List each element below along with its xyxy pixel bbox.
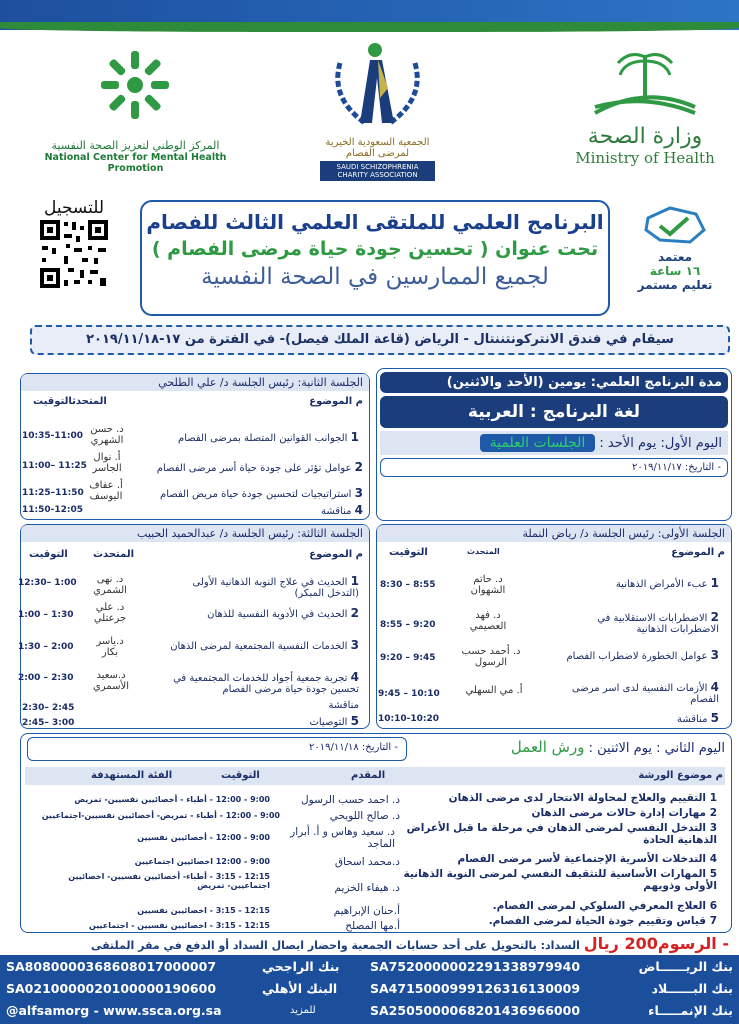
ws-presenter-7: أ.مها المصلح	[345, 920, 400, 932]
session1-time-5: 10:10-10:20	[378, 714, 440, 724]
session1-time-3: 9:20 – 9:45	[380, 653, 436, 663]
fees-row	[9, 934, 729, 953]
ws-col-topic: م موضوع الورشة	[638, 770, 723, 781]
ncmh-arabic: المركز الوطني لتعزيز الصحة النفسية	[51, 139, 220, 152]
session2-time-2: 11:00– 11:25	[22, 461, 87, 471]
program-info-panel	[376, 368, 732, 521]
day1-label: اليوم الأول: يوم الأحد :	[599, 436, 722, 451]
qr-code-icon[interactable]	[38, 218, 110, 290]
ws-presenter-3: د. سعيد وهاس و أ. أبرار الماجد	[290, 826, 395, 850]
ws-presenter-1: د. احمد حسب الرسول	[301, 794, 400, 806]
session3-panel	[20, 524, 370, 729]
day1-date: - التاريخ: ٢٠١٩/١١/١٧	[380, 458, 728, 477]
bank-4-iban[interactable]: SA0210000020100000190600	[6, 981, 217, 996]
ws-presenter-5: د. هيفاء الخزيم	[334, 882, 400, 894]
duration-value: يومين (الأحد والاثنين)	[446, 375, 587, 390]
language-value: العربية	[467, 402, 524, 422]
venue-banner: سيقام في فندق الانتركونتننتال - الرياض (قاعة الملك فيصل)- في الفترة من ١٧-٢٠١٩/١١/١٨	[30, 325, 730, 355]
session1-speaker-4: أ. مي السهلي	[465, 685, 523, 696]
day2-row	[511, 738, 725, 756]
title-line1: البرنامج العلمي للملتقى العلمي الثالث للفصام	[146, 210, 604, 234]
session3-time-4: 2:00 – 2:30	[18, 673, 74, 683]
session1-row-1: 1 عبء الأمراض الذهانية	[615, 576, 719, 590]
register-qr[interactable]	[38, 198, 110, 294]
bank-5-iban[interactable]: SA2505000068201436966000	[370, 1003, 581, 1018]
session3-col-time: التوقيت	[29, 549, 68, 560]
ssca-arabic: الجمعية السعودية الخيرية لمرضى الفصام	[325, 137, 430, 159]
ssca-english: SAUDI SCHIZOPHRENIA CHARITY ASSOCIATION	[320, 161, 435, 181]
bank-2-name: بنك الراجحي	[262, 959, 340, 974]
ws-row-4: 4 التدخلات الأسرية الإجتماعية لأسر مرضى الفصام	[457, 853, 717, 865]
ws-row-5: 5 المهارات الأساسية للتثقيف النفسي لمرضى النوبة الذهانية الأولى وذويهم	[403, 868, 717, 892]
accreditation-badge	[620, 204, 730, 292]
session3-time-6: 2:45– 3:00	[22, 718, 75, 728]
moh-arabic: وزارة الصحة	[587, 124, 703, 149]
session1-speaker-1: د. حاتم الشهوان	[470, 574, 506, 596]
bank-4-name: البنك الأهلي	[262, 981, 338, 996]
session2-speaker-3: أ. عفاف اليوسف	[89, 480, 123, 502]
session1-speaker-2: د. فهد العصيمي	[469, 610, 507, 632]
session3-time-2: 1:00 – 1:30	[18, 610, 74, 620]
session3-col-speaker: المتحدث	[93, 549, 135, 560]
title-line3: لجميع الممارسين في الصحة النفسية	[201, 264, 549, 290]
accreditation-line1: معتمد	[657, 250, 693, 264]
ws-time-audience-5: 12:15 - 3:15 - أطباء- أخصائيين نفسيين- اخصائيين اجتماعيين- تمريض	[68, 872, 270, 890]
ws-time-audience-4: 9:00 - 12:00 اخصائيين اجتماعيين	[134, 857, 270, 866]
session3-time-5: 2:30– 2:45	[22, 703, 75, 713]
ssca-logo	[320, 38, 435, 188]
accreditation-line2: ١٦ ساعة	[649, 264, 701, 278]
star-emblem-icon	[28, 45, 243, 125]
session3-row-2: 2 الحديث في الأدوية النفسية للذهان	[207, 606, 359, 620]
ws-row-1: 1 التقييم والعلاج لمحاولة الانتحار لدى مرضى الذهان	[448, 792, 717, 804]
session2-time-4: 11:50-12:05	[22, 505, 84, 515]
day2-value: ورش العمل	[510, 738, 585, 756]
ws-row-3: 3 التدخل النفسي لمرضى الذهان في مرحلة ما قبل الأعراض الذهانية الحادة	[406, 822, 717, 846]
session2-time-3: 11:25–11:50	[22, 488, 84, 498]
bank-3-iban[interactable]: SA4715000999126316130009	[370, 981, 581, 996]
session3-head: الجلسة الثالثة: رئيس الجلسة د/ عبدالحميد الحبيب	[21, 525, 369, 542]
ws-time-audience-2: 9:00 - 12:00 - أطباء - تمريض- أخصائيين نفسيين-اجتماعيين	[41, 811, 280, 820]
session1-time-1: 8:30 – 8:55	[380, 580, 436, 590]
session1-row-3: 3 عوامل الخطورة لاضطراب الفصام	[566, 648, 719, 662]
day1-row	[380, 431, 728, 455]
session3-speaker-3: د.ياسر بكار	[96, 636, 124, 658]
ws-col-audience: الفئة المستهدفة	[91, 770, 173, 781]
ws-row-7: 7 قياس وتقييم جودة الحياة لمرضى الفصام.	[488, 915, 717, 927]
contact-links[interactable]: @alfsamorg - www.ssca.org.sa	[6, 1003, 222, 1018]
language-label: لغة البرنامج :	[529, 402, 641, 422]
register-label: للتسجيل	[43, 198, 105, 218]
program-title-box	[140, 200, 610, 316]
session2-speaker-1: د. حسن الشهري	[90, 424, 124, 446]
session2-speaker-2: أ. نوال الجاسر	[92, 452, 122, 474]
session2-row-1: 1 الجوانب القوانين المتصلة بمرضى الفصام	[178, 430, 359, 444]
ws-col-presenter: المقدم	[351, 770, 386, 781]
ws-col-time: التوقيت	[221, 770, 260, 781]
session3-speaker-2: د. علي جرعتلي	[93, 602, 127, 624]
ws-time-audience-3: 9:00 - 12:00 - أخصائيين نفسيين	[137, 833, 270, 842]
title-line2: تحت عنوان ( تحسين جودة حياة مرضى الفصام )	[151, 238, 599, 260]
session2-col-topic: م الموضوع	[309, 396, 363, 407]
saudi-map-check-icon	[640, 204, 710, 246]
session2-row-3: 3 استراتيجيات لتحسين جودة حياة مريض الفصام	[160, 486, 363, 500]
bank-3-name: بنك البــــــلاد	[651, 981, 733, 996]
day2-date: - التاريخ: ٢٠١٩/١١/١٨	[27, 737, 407, 761]
session3-row-3: 3 الخدمات النفسية المجتمعية لمرضى الذهان	[170, 638, 359, 652]
session2-row-4: 4 مناقشة	[320, 503, 363, 517]
ws-presenter-6: أ.حنان الإبراهيم	[333, 905, 400, 917]
session1-row-4: 4 الأزمات النفسية لدى اسر مرضى الفصام	[571, 680, 719, 705]
fees-payment: السداد: بالتحويل على أحد حسابات الجمعية واحضار ايصال السداد أو الدفع في مقر الملتقى	[90, 939, 580, 952]
session3-row-4: 4 تجربة جمعية أجواد للخدمات المجتمعية في تحسين جودة حياة مرضى الفصام	[173, 670, 359, 695]
bank-5-name: بنك الإنمـــــاء	[648, 1003, 733, 1018]
session2-head: الجلسة الثانية: رئيس الجلسة د/ علي الطلحي	[21, 374, 369, 391]
session2-time-1: 10:35-11:00	[22, 431, 84, 441]
session2-row-2: 2 عوامل تؤثر على جودة حياة أسر مرضى الفصام	[156, 460, 363, 474]
ws-presenter-2: د. صالح اللويحي	[329, 810, 400, 822]
session3-speaker-1: د. نهى الشمري	[93, 574, 127, 596]
moh-english: Ministry of Health	[575, 149, 715, 167]
top-banner	[0, 0, 739, 30]
session3-row-1: 1 الحديث في علاج النوبة الذهانية الأولى (التدخل المبكر)	[192, 574, 359, 599]
palm-swords-icon	[560, 45, 730, 120]
bank-1-iban[interactable]: SA7520000002291338979940	[370, 959, 581, 974]
session1-time-2: 8:55 – 9:20	[380, 620, 436, 630]
bank-accounts-footer	[0, 955, 739, 1024]
more-label: للمزيد	[290, 1005, 316, 1016]
session3-speaker-4: د.سعيد الأسمري	[93, 670, 129, 692]
session1-time-4: 9:45 – 10:10	[378, 689, 440, 699]
ws-row-2: 2 مهارات إدارة حالات مرضى الذهان	[531, 807, 717, 819]
session3-time-1: 12:30– 1:00	[18, 578, 77, 588]
fees-amount: - الرسوم200 ريال	[583, 934, 729, 953]
day2-label: اليوم الثاني : يوم الاثنين :	[588, 741, 725, 756]
session3-row-6: 5 التوصيات	[309, 714, 359, 728]
session1-head: الجلسة الأولى: رئيس الجلسة د/ رياض النملة	[377, 525, 731, 542]
session1-col-topic: م الموضوع	[671, 547, 725, 558]
ws-time-audience-6: 12:15 - 3:15 - اخصائيين نفسيين	[137, 906, 270, 915]
ncmh-logo	[28, 45, 243, 174]
ws-time-audience-7: 12:15 - 3:15 - اخصائيين نفسيين - اجتماعيين	[89, 921, 270, 930]
session3-time-3: 1:30 – 2:00	[18, 642, 74, 652]
ribbon-laurel-icon	[320, 38, 435, 133]
session1-col-speaker: المتحدث	[467, 547, 500, 556]
session1-row-5: 5 مناقشة	[676, 711, 719, 725]
session1-speaker-3: د. أحمد حسب الرسول	[461, 646, 521, 668]
session3-row-5: مناقشة	[328, 700, 359, 711]
bank-2-iban[interactable]: SA8080000368608017000007	[6, 959, 217, 974]
duration-label: مدة البرنامج العلمي:	[590, 375, 722, 390]
accreditation-line3: تعليم مستمر	[637, 278, 713, 292]
ncmh-english: National Center for Mental Health Promotion	[44, 152, 227, 174]
session2-col-speaker-time: المتحدثالتوقيت	[33, 396, 107, 407]
moh-logo	[560, 45, 730, 175]
language-row	[380, 396, 728, 428]
day1-value: الجلسات العلمية	[480, 434, 596, 452]
ws-time-audience-1: 9:00 - 12:00 - أطباء - أخصائيين نفسيين- تمريض	[74, 795, 270, 804]
session1-col-time: التوقيت	[389, 547, 428, 558]
session3-col-topic: م الموضوع	[309, 549, 363, 560]
ws-row-6: 6 العلاج المعرفي السلوكي لمرضى الفصام.	[492, 900, 717, 912]
ws-presenter-4: د.محمد اسحاق	[334, 856, 400, 868]
duration-row	[380, 372, 728, 393]
bank-1-name: بنك الريــــــاض	[638, 959, 733, 974]
session1-row-2: 2 الاضطرابات الاستقلابية في الاضطرابات الذهانية	[597, 610, 719, 635]
